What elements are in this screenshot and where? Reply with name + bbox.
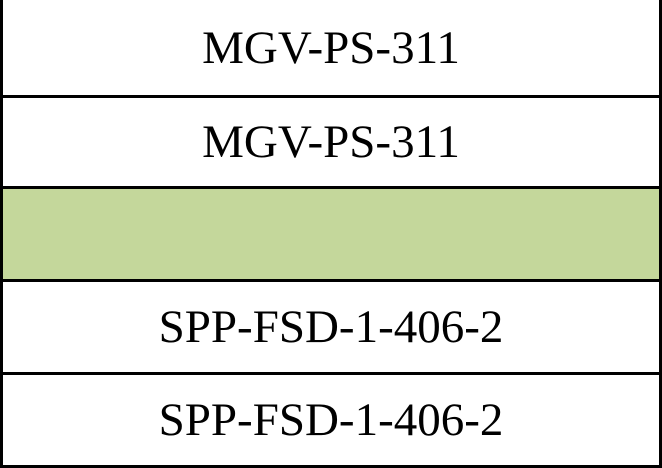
table-row[interactable]: [0, 282, 662, 372]
table-row-highlighted[interactable]: [0, 189, 662, 279]
table-row[interactable]: [0, 0, 662, 95]
table-row[interactable]: [0, 375, 662, 465]
table-cell: SPP-FSD-1-406-2: [158, 394, 504, 446]
table-cell: MGV-PS-311: [202, 21, 460, 74]
table-row[interactable]: [0, 98, 662, 186]
table-cell: SPP-FSD-1-406-2: [158, 301, 504, 353]
table-cell: MGV-PS-311: [202, 116, 460, 168]
